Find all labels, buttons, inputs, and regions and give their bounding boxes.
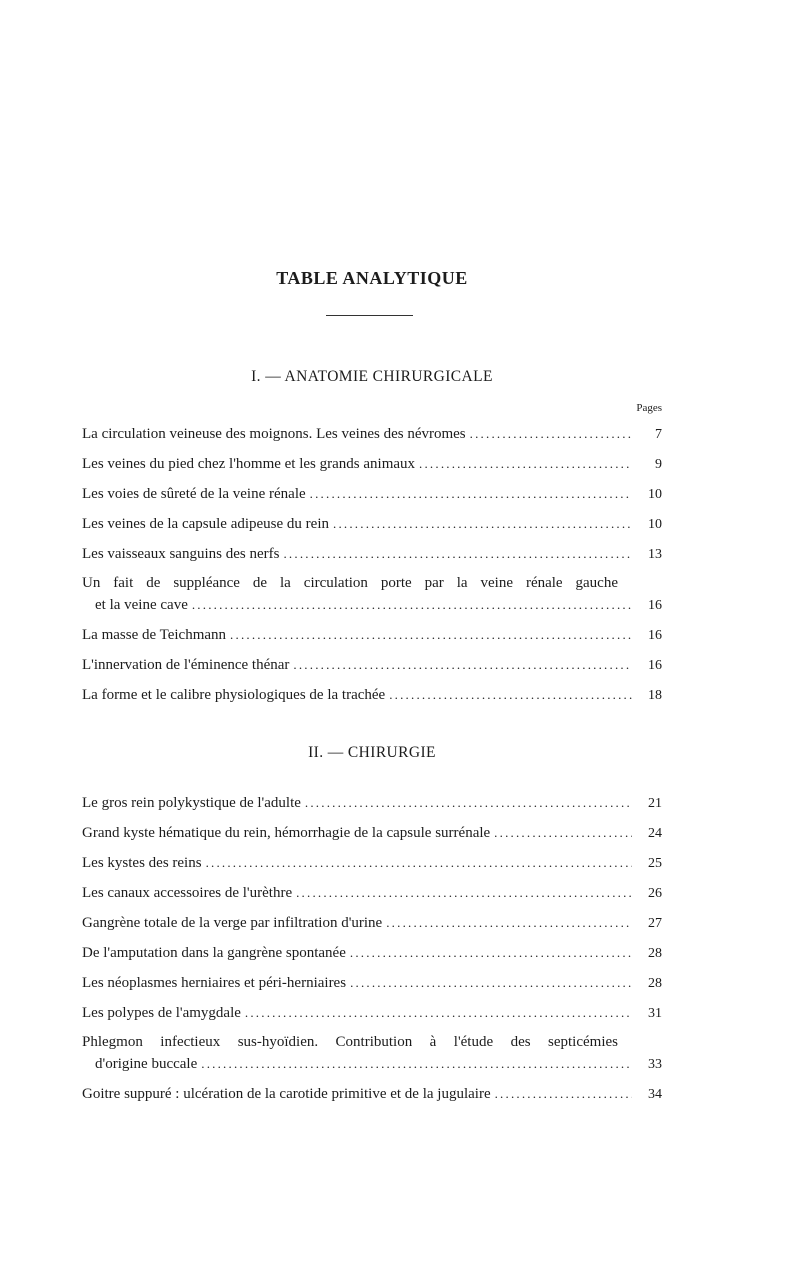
dot-leader — [494, 822, 632, 843]
dot-leader — [296, 882, 632, 903]
toc-entry-title: L'innervation de l'éminence thénar — [82, 657, 290, 673]
toc-entry-title: Les kystes des reins — [82, 855, 202, 871]
dot-leader — [310, 483, 632, 504]
dot-leader — [419, 453, 632, 474]
toc-entry — [82, 822, 662, 844]
dot-leader — [245, 1002, 632, 1023]
toc-entry-page: 10 — [648, 517, 662, 532]
dot-leader — [293, 654, 632, 675]
dot-leader — [201, 1053, 632, 1074]
toc-entry-page: 16 — [648, 658, 662, 673]
toc-entry-page: 28 — [648, 946, 662, 961]
toc-entry — [82, 543, 662, 565]
toc-entry — [82, 972, 662, 994]
toc-entry-title: Les voies de sûreté de la veine rénale — [82, 486, 306, 502]
toc-entry-page: 28 — [648, 976, 662, 991]
dot-leader — [386, 912, 632, 933]
dot-leader — [283, 543, 632, 564]
title-rule — [326, 315, 413, 316]
toc-entry-title: Le gros rein polykystique de l'adulte — [82, 795, 301, 811]
toc-entry-page: 25 — [648, 856, 662, 871]
toc-entry-title: Un fait de suppléance de la circulation porte par la veine rénale gauche — [82, 575, 618, 591]
toc-entry — [82, 882, 662, 904]
toc-entry-page: 21 — [648, 796, 662, 811]
toc-entry-title: La forme et le calibre physiologiques de la trachée — [82, 687, 386, 703]
toc-entry — [82, 483, 662, 505]
toc-entry — [82, 573, 662, 616]
pages-label: Pages — [636, 402, 662, 414]
toc-entry-page: 26 — [648, 886, 662, 901]
toc-entry-title-continuation: d'origine buccale — [95, 1056, 198, 1072]
dot-leader — [350, 942, 632, 963]
toc-entry-page: 16 — [648, 598, 662, 613]
toc-entry-page: 13 — [648, 547, 662, 562]
toc-entry — [82, 852, 662, 874]
toc-entry-page: 31 — [648, 1006, 662, 1021]
section-1-entries — [82, 423, 662, 714]
toc-entry-page: 18 — [648, 688, 662, 703]
toc-entry-page: 16 — [648, 628, 662, 643]
toc-entry-title: La masse de Teichmann — [82, 627, 227, 643]
toc-entry-page: 34 — [648, 1087, 662, 1102]
dot-leader — [333, 513, 632, 534]
toc-entry — [82, 684, 662, 706]
toc-entry-title: Phlegmon infectieux sus-hyoïdien. Contribution à l'étude des septicémies — [82, 1034, 618, 1050]
dot-leader — [495, 1083, 632, 1104]
toc-entry — [82, 912, 662, 934]
section-heading-2: II. — CHIRURGIE — [308, 744, 436, 761]
toc-entry-title: Les canaux accessoires de l'urèthre — [82, 885, 293, 901]
toc-entry — [82, 513, 662, 535]
toc-entry — [82, 942, 662, 964]
toc-entry — [82, 792, 662, 814]
toc-entry — [82, 453, 662, 475]
toc-entry-title: Grand kyste hématique du rein, hémorrhagie de la capsule surrénale — [82, 825, 491, 841]
toc-entry-page: 24 — [648, 826, 662, 841]
toc-entry — [82, 1002, 662, 1024]
toc-entry-title: Les polypes de l'amygdale — [82, 1005, 241, 1021]
section-heading-1: I. — ANATOMIE CHIRURGICALE — [251, 368, 493, 385]
dot-leader — [470, 423, 632, 444]
dot-leader — [230, 624, 632, 645]
toc-entry — [82, 1032, 662, 1075]
dot-leader — [389, 684, 632, 705]
dot-leader — [206, 852, 632, 873]
section-2-entries — [82, 792, 662, 1113]
page-title: TABLE ANALYTIQUE — [276, 268, 468, 288]
toc-entry-title: De l'amputation dans la gangrène spontanée — [82, 945, 346, 961]
toc-entry-title: Les veines du pied chez l'homme et les grands animaux — [82, 456, 416, 472]
toc-entry-page: 27 — [648, 916, 662, 931]
toc-entry-title: Les néoplasmes herniaires et péri-herniaires — [82, 975, 347, 991]
toc-entry-title: La circulation veineuse des moignons. Les veines des névromes — [82, 426, 466, 442]
toc-entry — [82, 423, 662, 445]
toc-entry — [82, 654, 662, 676]
toc-entry — [82, 624, 662, 646]
dot-leader — [350, 972, 632, 993]
toc-entry-title: Goitre suppuré : ulcération de la carotide primitive et de la jugulaire — [82, 1086, 491, 1102]
toc-entry-title: Les vaisseaux sanguins des nerfs — [82, 546, 280, 562]
dot-leader — [305, 792, 632, 813]
toc-entry-title: Gangrène totale de la verge par infiltration d'urine — [82, 915, 383, 931]
toc-entry-page: 33 — [648, 1057, 662, 1072]
toc-entry-page: 10 — [648, 487, 662, 502]
toc-entry-page: 7 — [655, 427, 662, 442]
toc-entry-page: 9 — [655, 457, 662, 472]
toc-entry — [82, 1083, 662, 1105]
toc-entry-title-continuation: et la veine cave — [95, 597, 188, 613]
toc-entry-title: Les veines de la capsule adipeuse du rein — [82, 516, 329, 532]
dot-leader — [192, 594, 632, 615]
